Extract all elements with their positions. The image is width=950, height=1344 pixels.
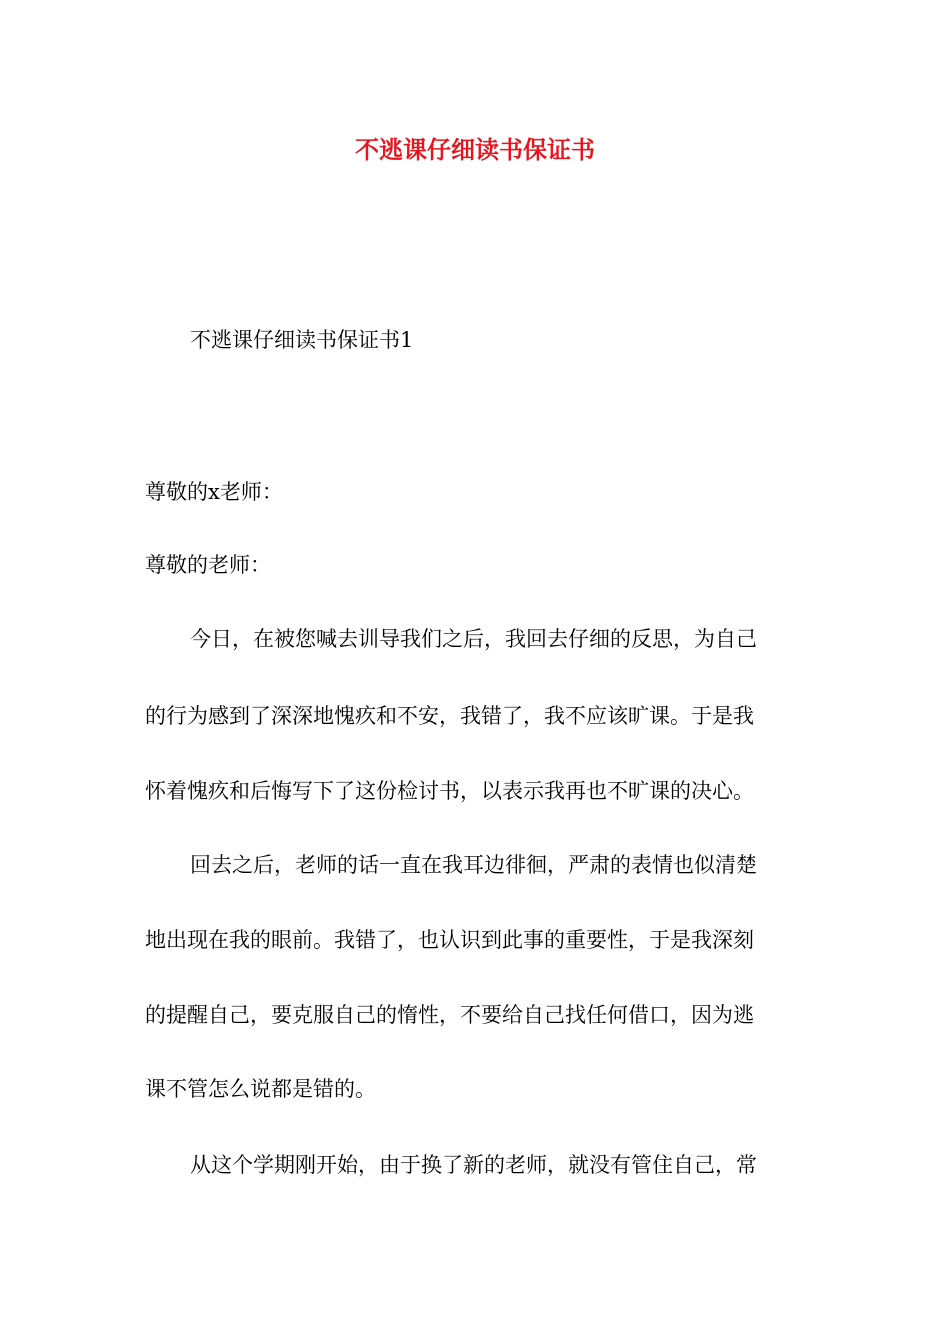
paragraph-line: 今日，在被您喊去训导我们之后，我回去仔细的反思，为自己 bbox=[190, 627, 757, 651]
document-title: 不逃课仔细读书保证书 bbox=[355, 135, 595, 164]
paragraph-line: 的提醒自己，要克服自己的惰性，不要给自己找任何借口，因为逃 bbox=[145, 1003, 754, 1027]
paragraph-line: 回去之后，老师的话一直在我耳边徘徊，严肃的表情也似清楚 bbox=[190, 853, 757, 877]
paragraph-line: 怀着愧疚和后悔写下了这份检讨书，以表示我再也不旷课的决心。 bbox=[145, 779, 754, 803]
section-heading: 不逃课仔细读书保证书1 bbox=[190, 328, 414, 352]
paragraph-line: 的行为感到了深深地愧疚和不安，我错了，我不应该旷课。于是我 bbox=[145, 704, 754, 728]
greeting-line-2: 尊敬的老师： bbox=[145, 553, 271, 577]
greeting-line-1: 尊敬的x老师： bbox=[145, 480, 283, 504]
paragraph-line: 课不管怎么说都是错的。 bbox=[145, 1077, 376, 1101]
paragraph-line: 从这个学期刚开始，由于换了新的老师，就没有管住自己，常 bbox=[190, 1153, 757, 1177]
paragraph-line: 地出现在我的眼前。我错了，也认识到此事的重要性，于是我深刻 bbox=[145, 928, 754, 952]
